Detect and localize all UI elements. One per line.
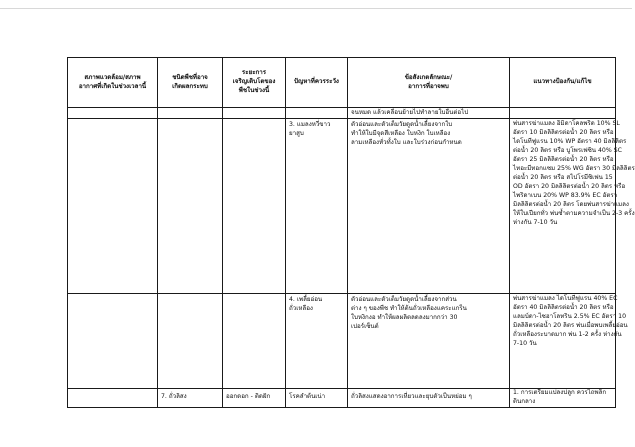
header-control: แนวทางป้องกัน/แก้ไข <box>510 58 616 108</box>
problem-cell: 3. แมลงหวี่ขาว ยาสูบ <box>286 119 348 294</box>
scan-top-edge <box>0 8 632 9</box>
header-row <box>68 58 616 108</box>
carry-over-text: จนหมด แล้วเคลื่อนย้ายไปทำลายใบอื่นต่อไป <box>348 108 510 119</box>
symptom-cell: ตัวอ่อนและตัวเต็มวัยดูดน้ำเลี้ยงจากใบ ทำให้ใบมีจุดสีเหลือง ใบหงิก ใบเหลือง ลามเหลืองทั่วทั้งใบ และใบร่วงก่อนกำหนด <box>348 119 510 294</box>
stage-cell: ออกดอก - ติดฝัก <box>223 389 286 408</box>
control-cell: 1. การเตรียมแปลงปลูก ควรไถพลิกดินกลาง <box>510 389 616 408</box>
header-crop: ชนิดพืชที่อาจ เกิดผลกระทบ <box>158 58 223 108</box>
table-row <box>68 389 616 408</box>
table-row <box>68 119 616 294</box>
header-environment: สภาพแวดล้อม/สภาพ อากาศที่เกิดในช่วงเวลานี้ <box>68 58 158 108</box>
problem-cell: 4. เพลี้ยอ่อน ถั่วเหลือง <box>286 294 348 389</box>
table-row <box>68 294 616 389</box>
problem-cell: โรคลำต้นเน่า <box>286 389 348 408</box>
header-symptom: ข้อสังเกตลักษณะ/ อาการที่อาจพบ <box>348 58 510 108</box>
symptom-cell: ตัวอ่อนและตัวเต็มวัยดูดน้ำเลี้ยงจากส่วน ต่าง ๆ ของพืช ทำให้ต้นถั่วเหลืองแคระแกร็น ใบหงิกงอ ทำให้ผลผลิตลดลงมากกว่า 30 เปอร์เซ็นต์ <box>348 294 510 389</box>
control-cell: พ่นสารฆ่าแมลง อิมิดาโคลพริด 10% SL อัตรา 10 มิลลิลิตรต่อน้ำ 20 ลิตร หรือ ไดโนทีฟูแรน 10% WP อัตรา 40 มิลลิลิตร ต่อน้ำ 20 ลิตร หรือ บูโพรเฟซิน 40% SC อัตรา 25 มิลลิลิตรต่อน้ำ 20 ลิตร หรือ ไทอะมีทอกแซม 25% WG อัตรา 30 มิลลิลิตร ต่อน้ำ 20 ลิตร หรือ สไปโรมีซิเฟน 15 OD อัตรา 20 มิลลิลิตรต่อน้ำ 20 ลิตร หรือ ไพริดาเบน 20% WP 83.9% EC อัตรา มิลลิลิตรต่อน้ำ 20 ลิตร โดยพ่นสารฆ่าแมลง ให้ใบเปียกทั่ว พ่นซ้ำตามความจำเป็น 2-3 ครั้ง ห่างกัน 7-10 วัน <box>510 119 616 294</box>
header-growth-stage: ระยะการ เจริญเติบโตของ พืชในช่วงนี้ <box>223 58 286 108</box>
advisory-table <box>67 57 635 408</box>
control-cell: พ่นสารฆ่าแมลง ไดโนทีฟูแรน 40% EC อัตรา 40 มิลลิลิตรต่อน้ำ 20 ลิตร หรือ แลมบ์ดา-ไซฮาโลทริน 2.5% EC อัตรา 10 มิลลิลิตรต่อน้ำ 20 ลิตร พ่นเมื่อพบเพลี้ยอ่อน ถั่วเหลืองระบาดมาก พ่น 1-2 ครั้ง ห่างกัน 7-10 วัน <box>510 294 616 389</box>
crop-cell: 7. ถั่วลิสง <box>158 389 223 408</box>
symptom-cell: ถั่วลิสงแสดงอาการเหี่ยวและยุบตัวเป็นหย่อม ๆ <box>348 389 510 408</box>
table-row <box>68 108 616 119</box>
header-problem: ปัญหาที่ควรระวัง <box>286 58 348 108</box>
